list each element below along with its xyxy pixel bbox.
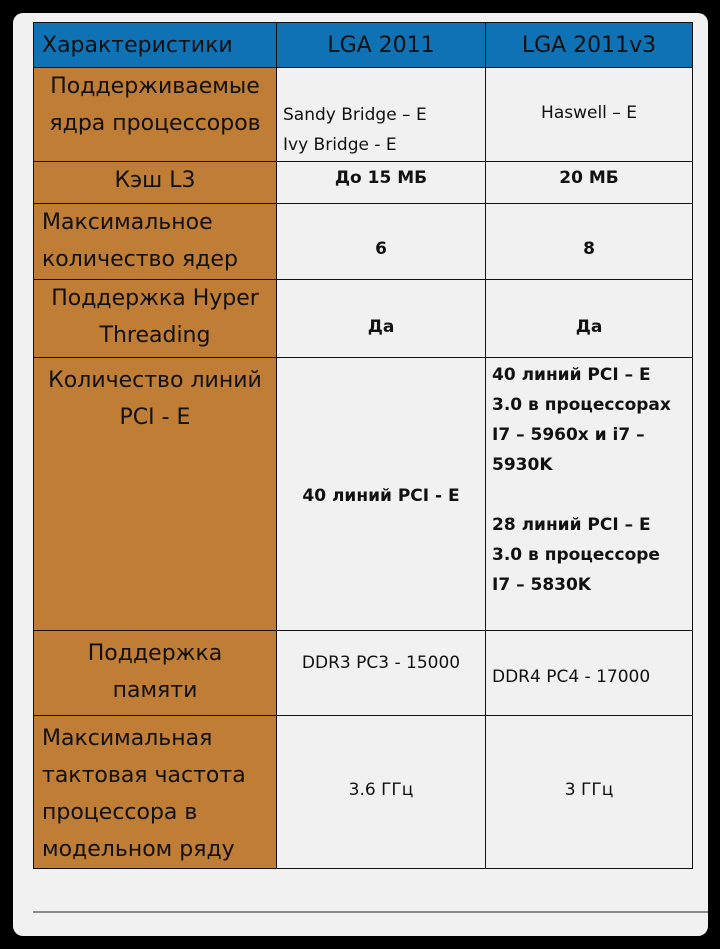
row-label-hyper-threading: Поддержка Hyper Threading — [34, 280, 277, 358]
row-label-max-cores: Максимальное количество ядер — [34, 204, 277, 280]
row-label-memory-support: Поддержка памяти — [34, 631, 277, 716]
row-label-max-clock: Максимальная тактовая частота процессора в модельном ряду — [34, 716, 277, 869]
cell-lga2011-memory: DDR3 PC3 - 15000 — [277, 631, 486, 716]
socket-comparison-table — [33, 22, 693, 869]
blank-line — [492, 480, 686, 510]
header-characteristics: Характеристики — [34, 23, 277, 68]
table-row — [34, 204, 693, 280]
cell-lga2011v3-clock: 3 ГГц — [486, 716, 693, 869]
cell-lga2011-ht: Да — [277, 280, 486, 358]
table-row — [34, 280, 693, 358]
cell-lga2011v3-pcie: 40 линий PCI – E 3.0 в процессорах I7 – 5960x и i7 – 5930K 28 линий PCI – E 3.0 в процессоре I7 – 5830K — [486, 358, 693, 631]
cell-lga2011-max-cores: 6 — [277, 204, 486, 280]
row-label-pcie-lanes: Количество линий PCI - E — [34, 358, 277, 631]
header-lga2011v3: LGA 2011v3 — [486, 23, 693, 68]
table-row — [34, 68, 693, 162]
table-row — [34, 716, 693, 869]
cell-lga2011-cache: До 15 МБ — [277, 162, 486, 204]
cell-lga2011-pcie: 40 линий PCI - E — [277, 358, 486, 631]
cell-lga2011-cores: Sandy Bridge – E Ivy Bridge - E — [277, 68, 486, 162]
cell-lga2011v3-max-cores: 8 — [486, 204, 693, 280]
header-lga2011: LGA 2011 — [277, 23, 486, 68]
table-row — [34, 631, 693, 716]
table-row — [34, 358, 693, 631]
cell-lga2011v3-ht: Да — [486, 280, 693, 358]
cell-lga2011v3-cores: Haswell – E — [486, 68, 693, 162]
row-label-l3-cache: Кэш L3 — [34, 162, 277, 204]
footer-divider — [33, 911, 708, 913]
table-header-row — [34, 23, 693, 68]
table-row — [34, 162, 693, 204]
cell-lga2011-clock: 3.6 ГГц — [277, 716, 486, 869]
cell-lga2011v3-cache: 20 МБ — [486, 162, 693, 204]
row-label-supported-cores: Поддерживаемые ядра процессоров — [34, 68, 277, 162]
cell-lga2011v3-memory: DDR4 PC4 - 17000 — [486, 631, 693, 716]
